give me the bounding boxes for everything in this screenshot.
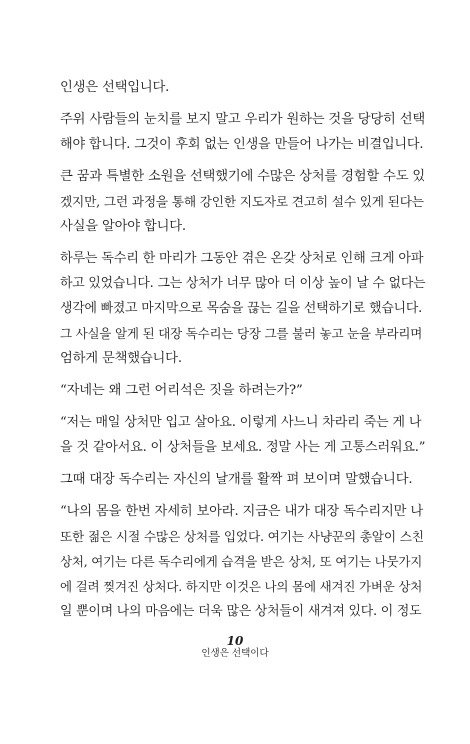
- paragraph-line: “자네는 왜 그런 어리석은 짓을 하려는가?”: [60, 383, 303, 398]
- paragraph-line: 하고 있었습니다. 그는 상처가 너무 많아 더 이상 높이 날 수 없다는: [60, 276, 426, 291]
- paragraph-line: 에 걸려 찢겨진 상처다. 하지만 이것은 나의 몸에 새겨진 가벼운 상처: [60, 579, 423, 594]
- paragraph-spacing: [60, 403, 425, 410]
- paragraph-line: 그 사실을 알게 된 대장 독수리는 당장 그를 불러 놓고 눈을 부라리며: [60, 326, 423, 341]
- paragraph-line: 하루는 독수리 한 마리가 그동안 겪은 온갖 상처로 인해 크게 아파: [60, 251, 424, 266]
- paragraph-line: 엄하게 문책했습니다.: [60, 351, 182, 366]
- paragraph-line: 생각에 빠졌고 마지막으로 목숨을 끊는 길을 선택하기로 했습니다.: [60, 301, 422, 316]
- paragraph-line: 그때 대장 독수리는 자신의 날개를 활짝 펴 보이며 말했습니다.: [60, 472, 413, 487]
- paragraph-line: 인생은 선택입니다.: [60, 80, 170, 95]
- paragraph-line: “나의 몸을 한번 자세히 보아라. 지금은 내가 대장 독수리지만 나: [60, 504, 423, 519]
- paragraph-spacing: [60, 371, 425, 378]
- paragraph-spacing: [60, 100, 425, 107]
- paragraph-line: 사실을 알아야 합니다.: [60, 219, 186, 234]
- paragraph-line: 큰 꿈과 특별한 소원을 선택했기에 수많은 상처를 경험할 수도 있: [60, 169, 426, 184]
- paragraph-line: “저는 매일 상처만 입고 살아요. 이렇게 사느니 차라리 죽는 게 나: [60, 415, 422, 430]
- page-number: 10: [226, 634, 244, 648]
- paragraph-spacing: [60, 460, 425, 467]
- body-text: [60, 75, 425, 624]
- paragraph-line: 겠지만, 그런 과정을 통해 강인한 지도자로 견고히 설수 있게 된다는: [60, 194, 424, 209]
- paragraph-line: 을 것 같아서요. 이 상처들을 보세요. 정말 사는 게 고통스러워요.”: [60, 440, 426, 455]
- paragraph-spacing: [60, 239, 425, 246]
- paragraph-line: 또한 젊은 시절 수많은 상처를 입었다. 여기는 사냥꾼의 총알이 스친: [60, 529, 424, 544]
- running-title: 인생은 선택이다: [201, 648, 269, 659]
- paragraph-spacing: [60, 492, 425, 499]
- paragraph-line: 상처, 여기는 다른 독수리에게 습격을 받은 상처, 또 여기는 나뭇가지: [60, 554, 423, 569]
- paragraph-spacing: [60, 157, 425, 164]
- paragraph-line: 주위 사람들의 눈치를 보지 말고 우리가 원하는 것을 당당히 선택: [60, 112, 426, 127]
- paragraph-line: 해야 합니다. 그것이 후회 없는 인생을 만들어 나가는 비결입니다.: [60, 137, 424, 152]
- paragraph-line: 일 뿐이며 나의 마음에는 더욱 많은 상처들이 새겨져 있다. 이 정도: [60, 604, 422, 619]
